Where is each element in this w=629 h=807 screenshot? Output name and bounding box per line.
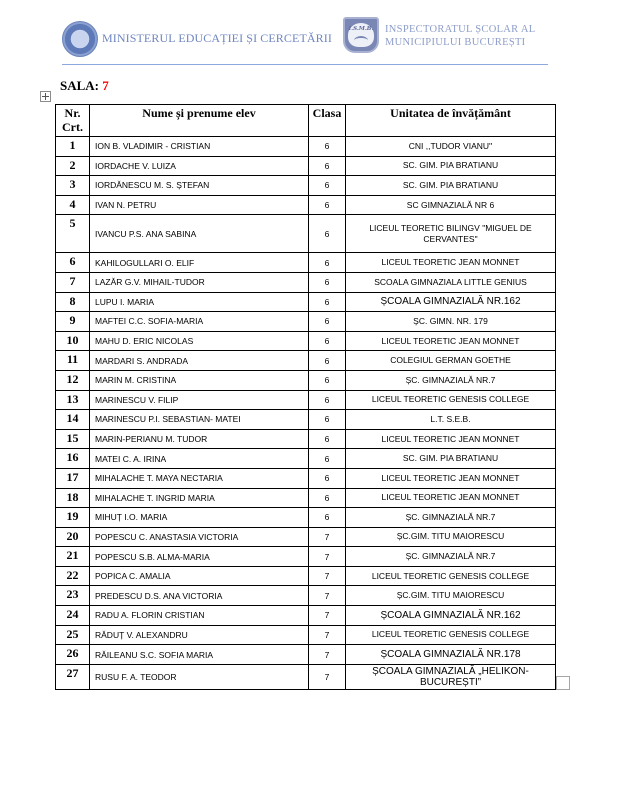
student-name: RĂILEANU S.C. SOFIA MARIA [90,645,309,665]
school-unit: ȘCOALA GIMNAZIALĂ NR.162 [346,292,556,312]
inspectorate-name [385,23,535,49]
table-row [56,664,556,689]
student-class: 6 [309,137,346,157]
school-unit: SC. GIM. PIA BRATIANU [346,176,556,196]
book-icon [354,36,368,45]
row-number: 18 [56,488,90,508]
school-unit: LICEUL TEORETIC JEAN MONNET [346,331,556,351]
student-roster-table [55,104,556,690]
school-unit: LICEUL TEORETIC GENESIS COLLEGE [346,625,556,645]
row-number: 10 [56,331,90,351]
header-nr-crt: Nr. Crt. [56,105,90,137]
student-class: 6 [309,272,346,292]
table-row [56,429,556,449]
student-class: 7 [309,645,346,665]
table-row [56,508,556,528]
student-class: 7 [309,664,346,689]
inspectorate-line-2: MUNICIPIULUI BUCUREȘTI [385,37,526,48]
row-number: 19 [56,508,90,528]
school-unit: ȘC. GIMNAZIALĂ NR.7 [346,508,556,528]
row-number: 11 [56,351,90,371]
student-name: MARIN M. CRISTINA [90,370,309,390]
student-class: 6 [309,176,346,196]
table-resize-handle-icon[interactable] [556,676,570,690]
room-label [60,78,109,94]
school-unit: COLEGIUL GERMAN GOETHE [346,351,556,371]
student-class: 7 [309,527,346,547]
student-name: MATEI C. A. IRINA [90,449,309,469]
school-unit: ȘCOALA GIMNAZIALĂ NR.178 [346,645,556,665]
table-row [56,547,556,567]
student-name: IORDACHE V. LUIZA [90,156,309,176]
student-class: 6 [309,390,346,410]
student-name: POPESCU C. ANASTASIA VICTORIA [90,527,309,547]
header-school-unit: Unitatea de învățământ [346,105,556,137]
student-name: LUPU I. MARIA [90,292,309,312]
student-class: 6 [309,215,346,253]
student-name: MIHALACHE T. MAYA NECTARIA [90,468,309,488]
table-row [56,488,556,508]
student-name: MAFTEI C.C. SOFIA-MARIA [90,312,309,332]
school-unit: CNI ,,TUDOR VIANU'' [346,137,556,157]
row-number: 22 [56,566,90,586]
table-row [56,272,556,292]
school-unit: LICEUL TEORETIC JEAN MONNET [346,488,556,508]
student-name: PREDESCU D.S. ANA VICTORIA [90,586,309,606]
student-class: 6 [309,195,346,215]
school-unit: ȘCOALA GIMNAZIALĂ NR.162 [346,606,556,626]
student-class: 6 [309,370,346,390]
school-unit: LICEUL TEORETIC BILINGV "MIGUEL DE CERVANTES" [346,215,556,253]
table-row [56,253,556,273]
row-number: 5 [56,215,90,253]
row-number: 24 [56,606,90,626]
room-label-text: SALA: [60,78,100,93]
row-number: 20 [56,527,90,547]
ministry-name: MINISTERUL EDUCAȚIEI ȘI CERCETĂRII [102,31,332,45]
student-name: IVAN N. PETRU [90,195,309,215]
row-number: 7 [56,272,90,292]
table-move-handle-icon[interactable] [40,91,51,102]
row-number: 1 [56,137,90,157]
student-class: 6 [309,449,346,469]
student-name: ION B. VLADIMIR - CRISTIAN [90,137,309,157]
room-number: 7 [102,78,109,93]
row-number: 26 [56,645,90,665]
student-name: RĂDUȚ V. ALEXANDRU [90,625,309,645]
table-row [56,195,556,215]
table-row [56,527,556,547]
row-number: 14 [56,410,90,430]
ismb-logo-text: I.S.M.B. [348,26,374,32]
school-unit: ȘCOALA GIMNAZIALĂ „HELIKON-BUCUREȘTI” [346,664,556,689]
student-class: 6 [309,253,346,273]
school-unit: LICEUL TEORETIC JEAN MONNET [346,253,556,273]
student-class: 6 [309,156,346,176]
header-class: Clasa [309,105,346,137]
student-name: MIHUȚ I.O. MARIA [90,508,309,528]
table-row [56,606,556,626]
student-class: 6 [309,488,346,508]
school-unit: ȘC. GIMNAZIALĂ NR.7 [346,547,556,567]
student-class: 6 [309,468,346,488]
table-row [56,645,556,665]
row-number: 17 [56,468,90,488]
student-name: IVANCU P.S. ANA SABINA [90,215,309,253]
table-header-row [56,105,556,137]
row-number: 4 [56,195,90,215]
student-name: MAHU D. ERIC NICOLAS [90,331,309,351]
school-unit: SC GIMNAZIALĂ NR 6 [346,195,556,215]
table-body [56,137,556,690]
student-name: IORDĂNESCU M. S. ȘTEFAN [90,176,309,196]
header-student-name: Nume și prenume elev [90,105,309,137]
school-unit: ȘC.GIM. TITU MAIORESCU [346,586,556,606]
student-class: 7 [309,606,346,626]
row-number: 9 [56,312,90,332]
table-row [56,351,556,371]
student-class: 6 [309,410,346,430]
row-number: 2 [56,156,90,176]
school-unit: LICEUL TEORETIC JEAN MONNET [346,429,556,449]
student-name: LAZĂR G.V. MIHAIL-TUDOR [90,272,309,292]
student-name: MARINESCU P.I. SEBASTIAN- MATEI [90,410,309,430]
ismb-shield-logo [343,17,379,53]
row-number: 15 [56,429,90,449]
school-unit: ȘC. GIMN. NR. 179 [346,312,556,332]
student-class: 7 [309,625,346,645]
student-class: 7 [309,547,346,567]
table-row [56,156,556,176]
school-unit: LICEUL TEORETIC GENESIS COLLEGE [346,566,556,586]
row-number: 23 [56,586,90,606]
student-class: 6 [309,312,346,332]
student-class: 7 [309,586,346,606]
table-row [56,370,556,390]
table-row [56,390,556,410]
student-name: MARDARI S. ANDRADA [90,351,309,371]
inspectorate-line-1: INSPECTORATUL ȘCOLAR AL [385,24,536,35]
student-name: RUSU F. A. TEODOR [90,664,309,689]
student-class: 6 [309,292,346,312]
student-name: RADU A. FLORIN CRISTIAN [90,606,309,626]
student-class: 6 [309,429,346,449]
row-number: 3 [56,176,90,196]
header-divider [62,64,548,65]
row-number: 27 [56,664,90,689]
table-row [56,331,556,351]
row-number: 25 [56,625,90,645]
table-row [56,312,556,332]
student-name: MIHALACHE T. INGRID MARIA [90,488,309,508]
row-number: 16 [56,449,90,469]
school-unit: ȘC.GIM. TITU MAIORESCU [346,527,556,547]
document-header [62,17,548,59]
table-row [56,292,556,312]
student-name: POPESCU S.B. ALMA-MARIA [90,547,309,567]
table-row [56,410,556,430]
table-row [56,137,556,157]
row-number: 6 [56,253,90,273]
student-class: 7 [309,566,346,586]
row-number: 21 [56,547,90,567]
table-row [56,176,556,196]
table-row [56,586,556,606]
school-unit: SC. GIM. PIA BRATIANU [346,156,556,176]
student-name: MARIN-PERIANU M. TUDOR [90,429,309,449]
student-name: KAHILOGULLARI O. ELIF [90,253,309,273]
row-number: 8 [56,292,90,312]
table-row [56,468,556,488]
row-number: 12 [56,370,90,390]
school-unit: L.T. S.E.B. [346,410,556,430]
table-row [56,215,556,253]
school-unit: LICEUL TEORETIC JEAN MONNET [346,468,556,488]
school-unit: SC. GIM. PIA BRATIANU [346,449,556,469]
table-row [56,566,556,586]
school-unit: SCOALA GIMNAZIALA LITTLE GENIUS [346,272,556,292]
student-name: MARINESCU V. FILIP [90,390,309,410]
ministry-seal-logo [62,21,98,57]
student-class: 6 [309,508,346,528]
school-unit: LICEUL TEORETIC GENESIS COLLEGE [346,390,556,410]
row-number: 13 [56,390,90,410]
student-class: 6 [309,351,346,371]
student-class: 6 [309,331,346,351]
table-row [56,625,556,645]
table-row [56,449,556,469]
student-name: POPICA C. AMALIA [90,566,309,586]
school-unit: ȘC. GIMNAZIALĂ NR.7 [346,370,556,390]
